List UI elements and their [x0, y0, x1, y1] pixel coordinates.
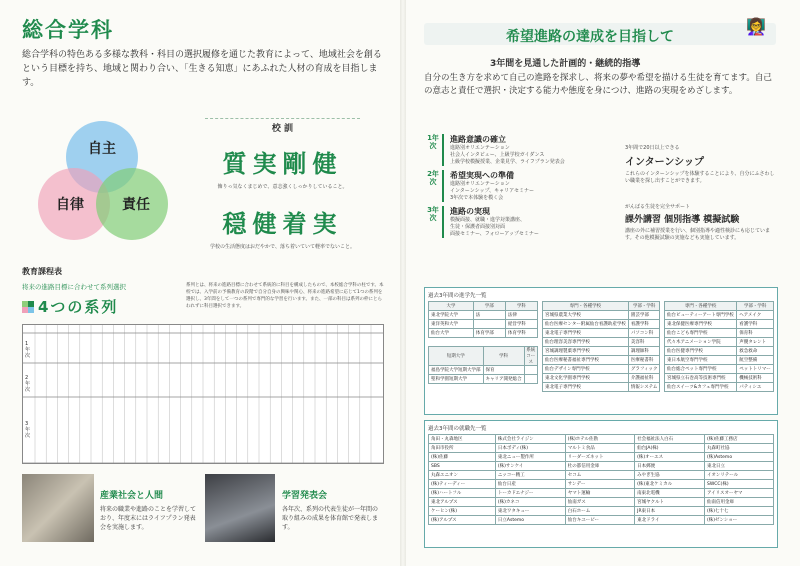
list2-title: 過去3年間の就職先一覧 — [428, 426, 487, 432]
cell: イオンリテール — [704, 471, 773, 480]
table-row — [429, 471, 774, 480]
cell: (株)オーエス — [635, 453, 705, 462]
cell: 保育 — [483, 366, 524, 375]
cell: セコム — [565, 471, 634, 480]
circle-label: 責任 — [122, 197, 150, 213]
cell: (株)Astemo — [704, 453, 773, 462]
cell: (株)佐藤工務店 — [704, 435, 773, 444]
photo-industry-society — [22, 474, 94, 542]
cell: 東北日立 — [704, 462, 773, 471]
table-row — [429, 453, 774, 462]
cell: 東北ワタキュー — [495, 507, 565, 516]
circle-sekinin — [96, 168, 168, 240]
cell: 救急救命 — [737, 347, 774, 356]
cell: 調理師科 — [628, 347, 660, 356]
cell: SWCC(株) — [704, 480, 773, 489]
cell — [524, 366, 538, 375]
table-row — [665, 356, 774, 365]
cell: 仙台医健専門学校 — [665, 347, 737, 356]
cell: 宮城県農業大学校 — [543, 311, 629, 320]
table-row — [665, 320, 774, 329]
photo1-caption — [100, 488, 196, 532]
table-row — [429, 489, 774, 498]
stage-year: 1年次 — [427, 134, 439, 150]
cell: リーダーズネット — [565, 453, 634, 462]
stage-year: 2年次 — [427, 170, 439, 186]
table-row — [429, 320, 538, 329]
cell: 法 — [473, 311, 505, 320]
cell: 杜の都信用金庫 — [565, 462, 634, 471]
list1-title: 過去3年間の進学先一覧 — [428, 293, 487, 299]
cell: 宮城ヤクルト — [635, 498, 705, 507]
photo1-title: 産業社会と人間 — [100, 491, 164, 501]
col-header: 学部・学科 — [628, 302, 660, 311]
cell: 仙南信用金庫 — [704, 498, 773, 507]
univ-table — [428, 301, 538, 338]
cell: (株)アルプス — [429, 516, 496, 525]
cell: 仙台JA(株) — [635, 444, 705, 453]
motto-1-desc: 飾りっ気なくまじめで、意志強くしっかりしていること。 — [217, 184, 348, 190]
table-row — [429, 435, 774, 444]
cell: (株)七十七 — [704, 507, 773, 516]
table-row — [429, 329, 538, 338]
cell: 日本郵便 — [635, 462, 705, 471]
table-row — [665, 329, 774, 338]
stages — [424, 134, 614, 242]
kougi-title: 課外講習 個別指導 模擬試験 — [625, 215, 740, 225]
cell: 美容科 — [628, 338, 660, 347]
stage-desc: 進路別オリエンテーション 社会人インタビュー、上級学校ガイダンス 上級学校模擬授業、企業見学、ライフプラン発表会 — [450, 145, 565, 165]
motto-1: 質実剛健 — [222, 150, 343, 178]
cell: 看護学科 — [628, 320, 660, 329]
teachers-illustration-icon: 👩‍🏫 — [746, 17, 766, 36]
cell: 代々木アニメーション学院 — [665, 338, 737, 347]
stage-2 — [424, 170, 614, 202]
cell — [524, 375, 538, 384]
cell: ヤマト運輸 — [565, 489, 634, 498]
page-spine — [400, 0, 406, 566]
intern-block — [625, 144, 775, 242]
cell: 東北ニュー製作所 — [495, 453, 565, 462]
cell: (株)カネコ — [495, 498, 565, 507]
curriculum-header — [22, 266, 172, 317]
table-row — [429, 507, 774, 516]
cell: 仙台こども専門学校 — [665, 329, 737, 338]
cell: 日本ボディ(株) — [495, 444, 565, 453]
series-icon — [22, 301, 34, 313]
cell: 角田・丸森地区 — [429, 435, 496, 444]
cell: ヘアメイク — [737, 311, 774, 320]
right-subtitle: 3年間を見通した計画的・継続的指導 — [490, 59, 641, 69]
cell: (株)東北ケミカル — [635, 480, 705, 489]
cell: みやぎ生協 — [635, 471, 705, 480]
cell: 法律 — [505, 311, 537, 320]
cell: (株)ゼンショー — [704, 516, 773, 525]
cell: 仙台デザイン専門学校 — [543, 365, 629, 374]
cell: 仙台大学 — [429, 329, 474, 338]
table-row — [429, 498, 774, 507]
jobs-table — [428, 434, 774, 525]
table-row — [429, 366, 538, 375]
cell: 情報システム — [628, 383, 660, 392]
stage-desc: 進路別オリエンテーション インターンシップ、キャリアセミナー 3年次で本体験を模く会 — [450, 181, 535, 201]
cell: (株)ホテル佐勘 — [565, 435, 634, 444]
series-title: 4つの系列 — [38, 298, 119, 316]
cell: グラフィック — [628, 365, 660, 374]
col-header: 学部・学科 — [737, 302, 774, 311]
senmon-table — [542, 301, 660, 392]
cell: 株式会社ライジン — [495, 435, 565, 444]
cell: 仙台キユーピー — [565, 516, 634, 525]
table-row — [543, 329, 660, 338]
stage-3 — [424, 206, 614, 238]
cell: 仙台医療センター附属仙台看護助産学校 — [543, 320, 629, 329]
cell: 社会福祉法人白石 — [635, 435, 705, 444]
cell: 東洋英和大学 — [429, 320, 474, 329]
table-row — [543, 356, 660, 365]
cell: キャリア開発総合 — [483, 375, 524, 384]
stage-heading: 進路意識の確立 — [450, 135, 506, 144]
table-row — [429, 516, 774, 525]
cell: 看護学科 — [737, 320, 774, 329]
table-row — [429, 375, 538, 384]
kokun-label: 校 訓 — [271, 124, 294, 134]
col-header: 短期大学 — [429, 347, 484, 366]
cell: 保育科 — [737, 329, 774, 338]
cell: 体育学部 — [473, 329, 505, 338]
table-row — [543, 365, 660, 374]
photo2-desc: 各年次、系列の代表生徒が一年間の取り組みの成果を体育館で発表します。 — [282, 506, 379, 531]
cell: (株)佐藤 — [429, 453, 496, 462]
cell: 宮城県立石巻高等技術専門校 — [665, 374, 737, 383]
cell: 体育学科 — [505, 329, 537, 338]
page-title: 総合学科 — [22, 18, 114, 42]
table-row — [429, 462, 774, 471]
circle-label: 自主 — [88, 141, 116, 157]
cell: 宮城調理製菓専門学校 — [543, 347, 629, 356]
col-header: 学科 — [483, 347, 524, 366]
kokun-block — [205, 118, 360, 250]
cell: パソコン科 — [628, 329, 660, 338]
cell: SBS — [429, 462, 496, 471]
table-row — [665, 365, 774, 374]
table-row — [429, 480, 774, 489]
col-header: 専門・各種学校 — [543, 302, 629, 311]
left-title — [22, 14, 114, 44]
cell: 仙台ビューティーアート専門学校 — [665, 311, 737, 320]
table-row — [665, 311, 774, 320]
curriculum-grid-lines — [23, 325, 383, 463]
table-row — [543, 383, 660, 392]
kougi-desc: 講座の外に補習授業を行い、個別指導や適性検診にも応じています。その他模擬試験の実施なども実施しています。 — [625, 228, 771, 241]
photo2-caption — [282, 488, 382, 532]
cell: 東北保健医療専門学校 — [665, 320, 737, 329]
grid-year-1: 1年次 — [25, 341, 31, 359]
cell: (株)ティーディー — [429, 480, 496, 489]
table-row — [429, 311, 538, 320]
cell: 仙台スイーツ&カフェ専門学校 — [665, 383, 737, 392]
cell — [473, 320, 505, 329]
senmon-table-2 — [664, 301, 774, 392]
col-header: 学科 — [505, 302, 537, 311]
col-header: 系統コース — [524, 347, 538, 366]
cell: 仙台医療秘書福祉専門学校 — [543, 356, 629, 365]
cell: 丸森町社協 — [704, 444, 773, 453]
cell: 仙台日産 — [495, 480, 565, 489]
cell: 聖和学園短期大学 — [429, 375, 484, 384]
photo-study-presentation — [205, 474, 275, 542]
cell: ケーヒン(株) — [429, 507, 496, 516]
kougi-pre: がんばる生徒を完全サポート — [625, 204, 691, 210]
cell: 医療秘書科 — [628, 356, 660, 365]
cell: トーカドエナジー — [495, 489, 565, 498]
stage-year: 3年次 — [427, 206, 439, 222]
table-row — [665, 338, 774, 347]
curriculum-sub: 将来の進路目標に合わせて系列選択 — [22, 283, 126, 291]
col-header: 大学 — [429, 302, 474, 311]
cell: パティシエ — [737, 383, 774, 392]
tandai-table — [428, 346, 538, 384]
stage-desc: 模擬面接、就職・進学対策講座、 生徒・保護者面接別対面 面接セミナー、フォローアップセミナー — [450, 217, 539, 237]
cell: 東北学院大学 — [429, 311, 474, 320]
cell: (株)ハートフル — [429, 489, 496, 498]
cell: (株)サンケイ — [495, 462, 565, 471]
table-row — [429, 444, 774, 453]
circle-label: 自律 — [56, 197, 84, 213]
curriculum-grid — [22, 324, 384, 464]
col-header: 学部 — [473, 302, 505, 311]
intern-title: インターンシップ — [625, 157, 704, 168]
table-row — [665, 347, 774, 356]
cell: 南東北電機 — [635, 489, 705, 498]
photo2-title: 学習発表会 — [282, 491, 328, 501]
curriculum-title: 教育課程表 — [22, 267, 62, 276]
cell: 仙台総合ペット専門学校 — [665, 365, 737, 374]
intern-desc: これらのインターンシップを体験することにより、自分にふさわしい職業を探し出すことができます。 — [625, 171, 775, 184]
series-desc: 系列とは、将来の進路目標に合わせて系統的に科目を構成したもので、本校総合学科の柱です。本校では、入学前の予備教育の段階で自分自身の興味や関心、将来の進路希望に応じて1つの系列を選択し、3年間をして一つの系列で専門的な学習を行います。また、一部の科目は系列の枠にとらわれずに科目選択できます。 — [186, 283, 384, 309]
cell: 航空整備 — [737, 356, 774, 365]
grid-year-3: 3年次 — [25, 421, 31, 439]
motto-2-desc: 学校の生活態度はおだやかで、落ち着いていて軽率でないこと。 — [210, 244, 355, 250]
shushoku-list — [424, 420, 778, 548]
cell: 東北アルプス — [429, 498, 496, 507]
cell: 丸森ユニオン — [429, 471, 496, 480]
cell: 東日本航空専門学校 — [665, 356, 737, 365]
table-row — [543, 311, 660, 320]
cell: 声優タレント — [737, 338, 774, 347]
shingaku-list — [424, 287, 778, 415]
cell: JR東日本 — [635, 507, 705, 516]
cell: 経営学科 — [505, 320, 537, 329]
cell: 白石ホーム — [565, 507, 634, 516]
stage-heading: 進路の実現 — [450, 207, 490, 216]
cell: アイリスオーヤマ — [704, 489, 773, 498]
cell: 介護福祉科 — [628, 374, 660, 383]
grid-year-2: 2年次 — [25, 375, 31, 393]
cell: ペットトリマー — [737, 365, 774, 374]
cell: 東北ドライ — [635, 516, 705, 525]
table-row — [543, 347, 660, 356]
intern-pre: 3年間で20日以上できる — [625, 145, 680, 151]
table-row — [543, 338, 660, 347]
cell: 東北文化学園専門学校 — [543, 374, 629, 383]
cell: 日立Astemo — [495, 516, 565, 525]
cell: 東北電子専門学校 — [543, 329, 629, 338]
cell: 角田市役所 — [429, 444, 496, 453]
cell: 東北電子専門学校 — [543, 383, 629, 392]
cell: 園芸学部 — [628, 311, 660, 320]
right-intro: 自分の生き方を求めて自己の進路を探求し、将来の夢や希望を描ける生徒を育てます。自己の意志と責任で選択・決定する能力や態度を身につけ、進路の実現をめざします。 — [424, 73, 772, 96]
col-header: 専門・各種学校 — [665, 302, 737, 311]
right-title-box — [424, 17, 776, 45]
table-row — [543, 320, 660, 329]
cell: 機械技術科 — [737, 374, 774, 383]
cell: 福島学院大学短期大学部 — [429, 366, 484, 375]
table-row — [665, 374, 774, 383]
photo1-desc: 将来の職業や進路のことを学習しており、年度末にはライフプラン発表会を実施します。 — [100, 506, 197, 531]
motto-2: 穏健着実 — [222, 210, 343, 238]
cell: 仙南ガス — [565, 498, 634, 507]
left-intro: 総合学科の特色ある多様な教科・科目の選択履修を通じた教育によって、地域社会を創るという目標を持ち、地域と関わり合い、「生きる知恵」にあふれた人材の育成を目指します。 — [22, 50, 382, 88]
table-row — [665, 383, 774, 392]
cell: サンデー — [565, 480, 634, 489]
table-row — [543, 374, 660, 383]
right-title: 希望進路の達成を目指して — [506, 29, 674, 45]
stage-heading: 希望実現への準備 — [450, 171, 514, 180]
cell: マルトミ食品 — [565, 444, 634, 453]
cell: 仙台理容美容専門学校 — [543, 338, 629, 347]
cell: ニッコー精工 — [495, 471, 565, 480]
stage-1 — [424, 134, 614, 166]
